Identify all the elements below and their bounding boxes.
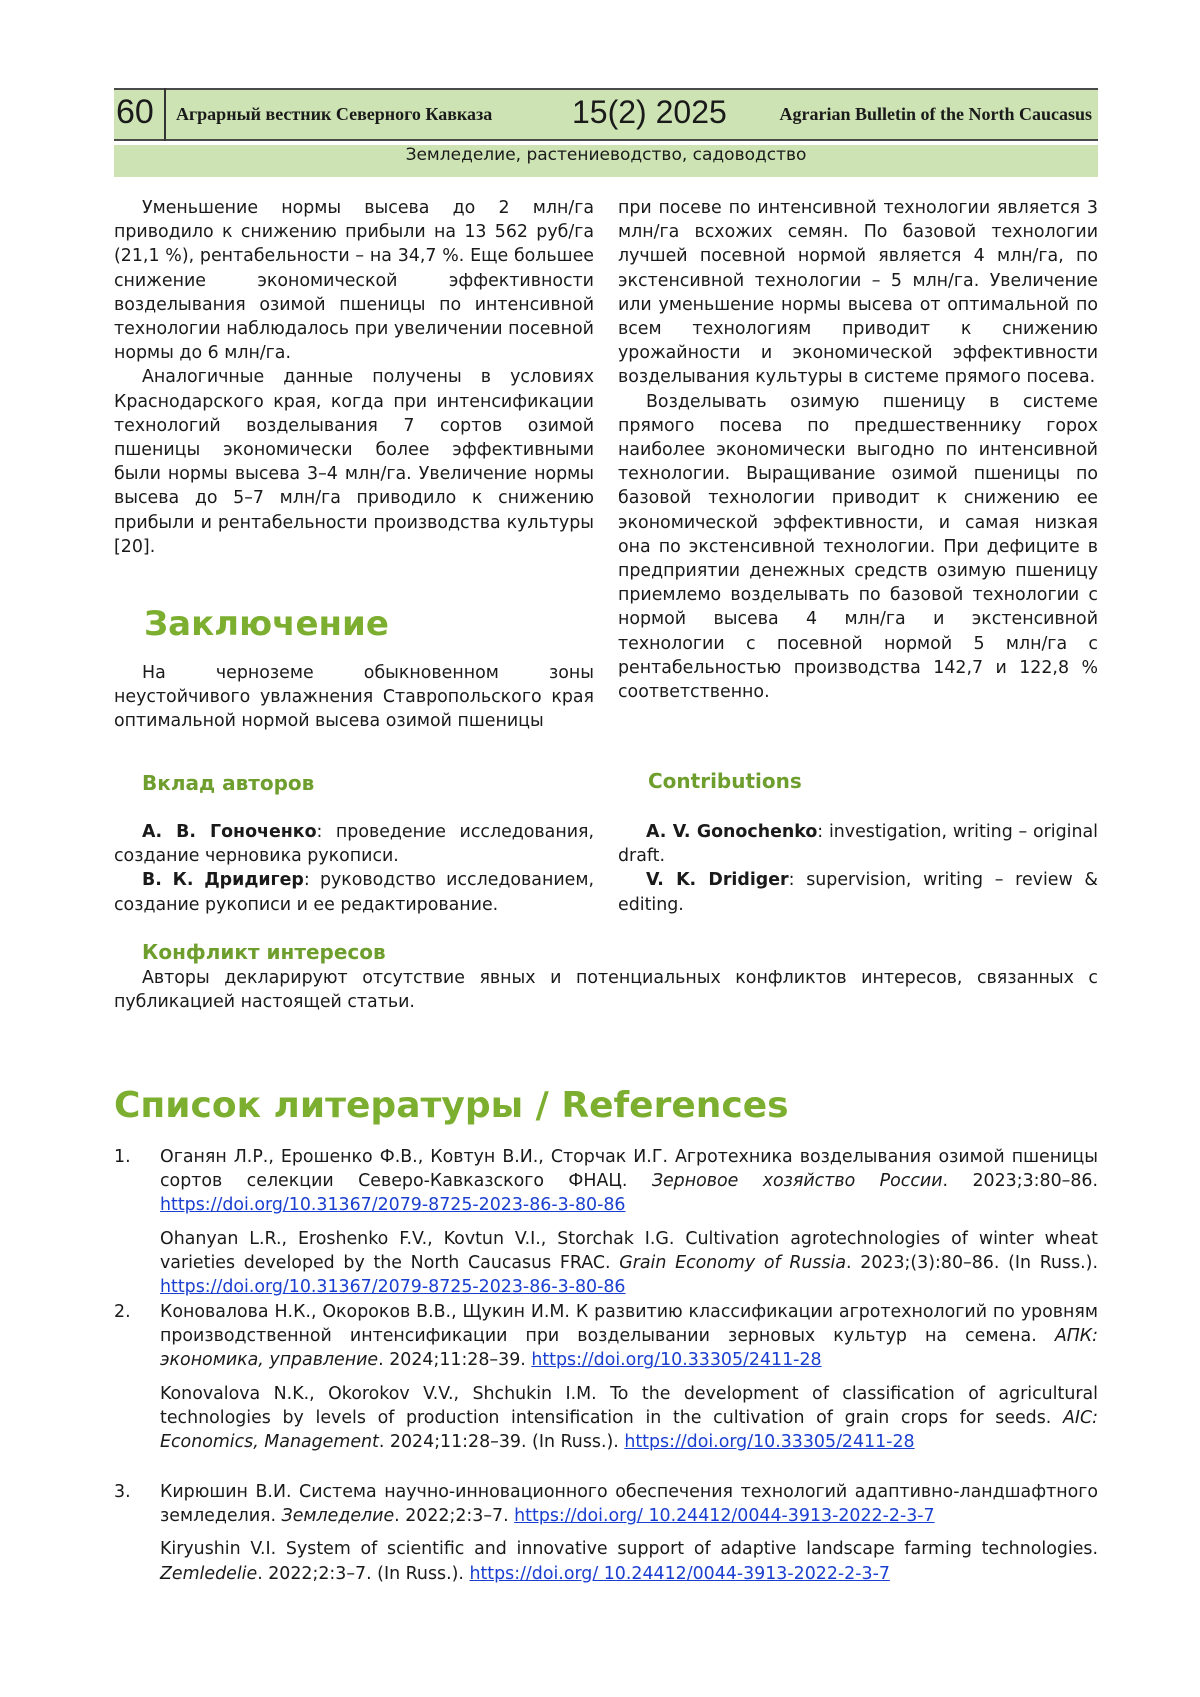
header-bottom-rule	[114, 139, 1098, 141]
doi-link[interactable]: https://doi.org/10.33305/2411-28	[624, 1432, 915, 1453]
conflict-heading: Конфликт интересов	[142, 940, 386, 964]
journal-title-en: Agrarian Bulletin of the North Caucasus	[779, 104, 1092, 124]
contribution-item	[114, 868, 594, 916]
reference-details: . 2022;2:3–7. (In Russ.).	[257, 1563, 470, 1584]
doi-link[interactable]: https://doi.org/ 10.24412/0044-3913-2022-2-3-7	[514, 1506, 935, 1527]
paragraph: На черноземе обыкновенном зоны неустойчивого увлажнения Ставропольского края оптимальной нормой высева озимой пшеницы	[114, 663, 594, 732]
reference-journal: АПК: экономика, управление	[160, 1326, 1098, 1371]
author-role: : supervision, writing – review & editing.	[618, 870, 1098, 915]
contributions-ru-heading: Вклад авторов	[142, 771, 315, 795]
header-divider	[164, 88, 166, 141]
author-name: А. В. Гоноченко	[142, 822, 317, 842]
page-header	[114, 88, 1098, 141]
header-top-rule	[114, 88, 1098, 90]
reference-ru	[160, 1145, 1098, 1218]
reference-details: . 2024;11:28–39.	[378, 1350, 532, 1371]
page-number: 60	[116, 93, 154, 131]
right-column-text	[618, 196, 1098, 704]
reference-authors-title: Кирюшин В.И. Система научно-инновационного обеспечения технологий адаптивно-ландшафтного земледелия.	[160, 1482, 1098, 1527]
paragraph: Уменьшение нормы высева до 2 млн/га приводило к снижению прибыли на 13 562 руб/га (21,1 %), рентабельности – на 34,7 %. Еще большее снижение экономической эффективности возделывания озимой пшеницы по интенсивной технологии наблюдалось при увеличении посевной нормы до 6 млн/га.	[114, 198, 594, 364]
reference-authors-title: Оганян Л.Р., Ерошенко Ф.В., Ковтун В.И., Сторчак И.Г. Агротехника возделывания озимой пшеницы сортов селекции Северо-Кавказского ФНАЦ.	[160, 1147, 1098, 1192]
reference-details: . 2023;3:80–86.	[942, 1171, 1098, 1192]
doi-link[interactable]: https://doi.org/10.31367/2079-8725-2023-86-3-80-86	[160, 1195, 626, 1216]
journal-title-ru: Аграрный вестник Северного Кавказа	[176, 104, 493, 124]
issue-number: 15(2) 2025	[572, 94, 727, 130]
reference-details: . 2024;11:28–39. (In Russ.).	[378, 1432, 625, 1453]
author-role: : проведение исследования, создание черновика рукописи.	[114, 822, 595, 867]
reference-journal: Земледелие	[281, 1506, 395, 1527]
reference-details: . 2022;2:3–7.	[394, 1506, 515, 1527]
paragraph: Аналогичные данные получены в условиях Краснодарского края, когда при интенсификации технологий возделывания 7 сортов озимой пшеницы экономически более эффективными были нормы высева 3–4 млн/га. Увеличение нормы высева до 5–7 млн/га приводило к снижению прибыли и рентабельности производства культуры [20].	[114, 367, 594, 557]
reference-authors-title: Kiryushin V.I. System of scientific and innovative support of adaptive landscape farming technologies.	[160, 1539, 1098, 1560]
doi-link[interactable]: https://doi.org/10.33305/2411-28	[531, 1350, 822, 1371]
conflict-text	[114, 966, 1098, 1014]
reference-number: 3.	[114, 1482, 131, 1502]
reference-en	[160, 1227, 1098, 1300]
contribution-item	[618, 868, 1098, 916]
reference-ru	[160, 1480, 1098, 1528]
reference-ru	[160, 1300, 1098, 1373]
reference-item-2	[114, 1300, 1098, 1454]
left-column-text	[114, 196, 594, 559]
reference-en	[160, 1537, 1098, 1585]
reference-item-1	[114, 1145, 1098, 1299]
reference-en	[160, 1382, 1098, 1455]
reference-number: 2.	[114, 1302, 131, 1322]
reference-number: 1.	[114, 1147, 131, 1167]
reference-authors-title: Konovalova N.K., Okorokov V.V., Shchukin I.M. To the development of classification of agricultural technologies by levels of production intensification in the cultivation of grain crops for seeds.	[160, 1383, 1098, 1428]
contributions-en-heading: Contributions	[648, 769, 802, 793]
reference-journal: Zemledelie	[160, 1563, 258, 1584]
reference-authors-title: Ohanyan L.R., Eroshenko F.V., Kovtun V.I., Storchak I.G. Cultivation agrotechnologies of winter wheat varieties developed by the North Caucasus FRAC.	[160, 1228, 1098, 1273]
section-title: Земледелие, растениеводство, садоводство	[114, 145, 1098, 177]
contributions-ru	[114, 820, 594, 917]
references-heading: Список литературы / References	[114, 1085, 789, 1126]
reference-authors-title: Коновалова Н.К., Окороков В.В., Щукин И.М. К развитию классификации агротехнологий по уровням производственной интенсификации при возделывании зерновых культур на семена.	[160, 1302, 1098, 1347]
conclusion-heading: Заключение	[144, 604, 389, 644]
conclusion-text	[114, 661, 594, 734]
paragraph: Возделывать озимую пшеницу в системе прямого посева по предшественнику горох наиболее экономически выгодно по интенсивной технологии. Выращивание озимой пшеницы по базовой технологии приводит к снижению ее экономической эффективности, и самая низкая она по экстенсивной технологии. При дефиците в предприятии денежных средств озимую пшеницу приемлемо возделывать по базовой технологии с нормой высева 4 млн/га и экстенсивной технологии с посевной нормой 5 млн/га с рентабельностью производства 142,7 и 122,8 % соответственно.	[618, 391, 1098, 703]
reference-journal: Grain Economy of Russia	[619, 1252, 847, 1273]
doi-link[interactable]: https://doi.org/10.31367/2079-8725-2023-86-3-80-86	[160, 1277, 626, 1298]
author-name: В. К. Дридигер	[142, 870, 304, 891]
contribution-item	[114, 820, 594, 868]
author-name: V. K. Dridiger	[646, 870, 789, 891]
reference-journal: AIC: Economics, Management	[160, 1407, 1098, 1453]
reference-details: . 2023;(3):80–86. (In Russ.).	[846, 1252, 1098, 1273]
contributions-en	[618, 820, 1098, 917]
reference-journal: Зерновое хозяйство России	[651, 1171, 943, 1192]
paragraph: при посеве по интенсивной технологии является 3 млн/га всхожих семян. По базовой технологии лучшей посевной нормой является 4 млн/га, по экстенсивной технологии – 5 млн/га. Увеличение или уменьшение нормы высева от оптимальной по всем технологиям приводит к снижению урожайности и экономической эффективности возделывания культуры в системе прямого посева.	[618, 198, 1098, 388]
author-role: : руководство исследованием, создание рукописи и ее редактирование.	[114, 870, 594, 915]
reference-item-3	[114, 1480, 1098, 1586]
doi-link[interactable]: https://doi.org/ 10.24412/0044-3913-2022-2-3-7	[469, 1563, 890, 1584]
paragraph: Авторы декларируют отсутствие явных и потенциальных конфликтов интересов, связанных с публикацией настоящей статьи.	[114, 968, 1098, 1013]
contribution-item	[618, 820, 1098, 868]
author-role: : investigation, writing – original draft.	[618, 822, 1098, 867]
author-name: A. V. Gonochenko	[646, 822, 818, 842]
